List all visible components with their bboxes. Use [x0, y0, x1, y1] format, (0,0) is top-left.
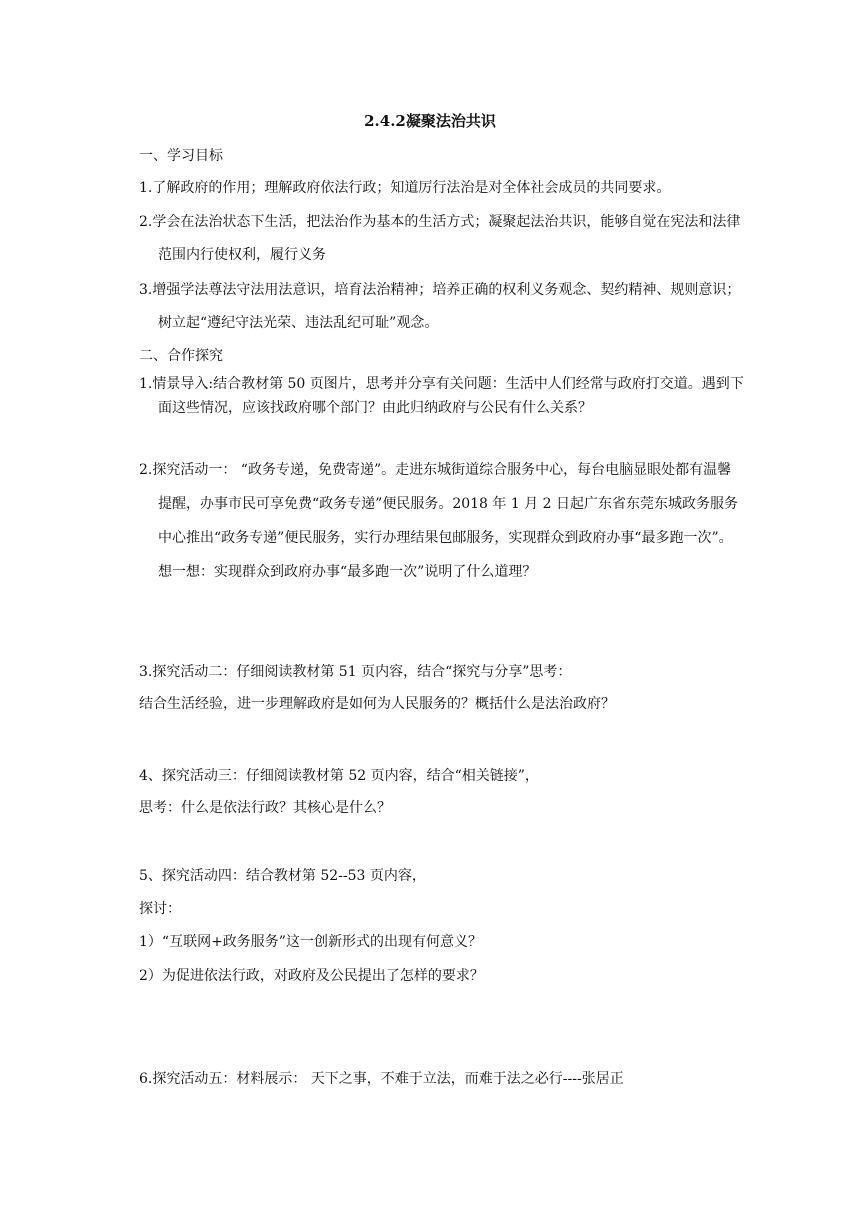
question-2-line-4: 想一想：实现群众到政府办事“最多跑一次”说明了什么道理？: [158, 564, 537, 580]
question-5-item-1: 1）“互联网+政务服务”这一创新形式的出现有何意义？: [139, 934, 482, 950]
question-3-line-1: 3.探究活动二：仔细阅读教材第 51 页内容，结合“探究与分享”思考：: [139, 664, 572, 680]
goal-2-line-1: 2.学会在法治状态下生活，把法治作为基本的生活方式；凝聚起法治共识，能够自觉在宪法和法律: [139, 214, 741, 230]
question-2-line-2: 提醒，办事市民可享免费“政务专递”便民服务。2018 年 1 月 2 日起广东省东莞东城政务服务: [158, 496, 739, 512]
goal-2-line-2: 范围内行使权利，履行义务: [158, 247, 326, 263]
question-1-line-2: 面这些情况，应该找政府哪个部门？由此归纳政府与公民有什么关系？: [158, 400, 592, 416]
question-5-line-2: 探讨：: [139, 901, 181, 917]
goal-3-line-2: 树立起“遵纪守法光荣、违法乱纪可耻”观念。: [158, 315, 439, 331]
question-2-line-1: 2.探究活动一： “政务专递，免费寄递”。走进东城街道综合服务中心，每台电脑显眼处都有温馨: [139, 462, 732, 478]
page-title: 2.4.2凝聚法治共识: [364, 112, 496, 130]
question-6: 6.探究活动五：材料展示： 天下之事，不难于立法，而难于法之必行----张居正: [139, 1071, 624, 1087]
question-5-item-2: 2）为促进依法行政，对政府及公民提出了怎样的要求？: [139, 968, 484, 984]
goal-1: 1.了解政府的作用；理解政府依法行政；知道厉行法治是对全体社会成员的共同要求。: [139, 180, 671, 196]
question-4-line-1: 4、探究活动三：仔细阅读教材第 52 页内容，结合“相关链接”，: [139, 768, 539, 784]
question-1-line-1: 1.情景导入:结合教材第 50 页图片，思考并分享有关问题：生活中人们经常与政府打交道。遇到下: [139, 376, 744, 392]
goal-3-line-1: 3.增强学法尊法守法用法意识，培育法治精神；培养正确的权利义务观念、契约精神、规则意识；: [139, 282, 741, 298]
question-2-line-3: 中心推出“政务专递”便民服务，实行办理结果包邮服务，实现群众到政府办事“最多跑一次”。: [158, 530, 733, 546]
question-5-line-1: 5、探究活动四：结合教材第 52--53 页内容，: [139, 868, 426, 884]
question-4-line-2: 思考：什么是依法行政？其核心是什么？: [139, 800, 391, 816]
section-heading-inquiry: 二、合作探究: [139, 348, 223, 364]
section-heading-goals: 一、学习目标: [139, 148, 223, 164]
question-3-line-2: 结合生活经验，进一步理解政府是如何为人民服务的？概括什么是法治政府？: [139, 696, 615, 712]
